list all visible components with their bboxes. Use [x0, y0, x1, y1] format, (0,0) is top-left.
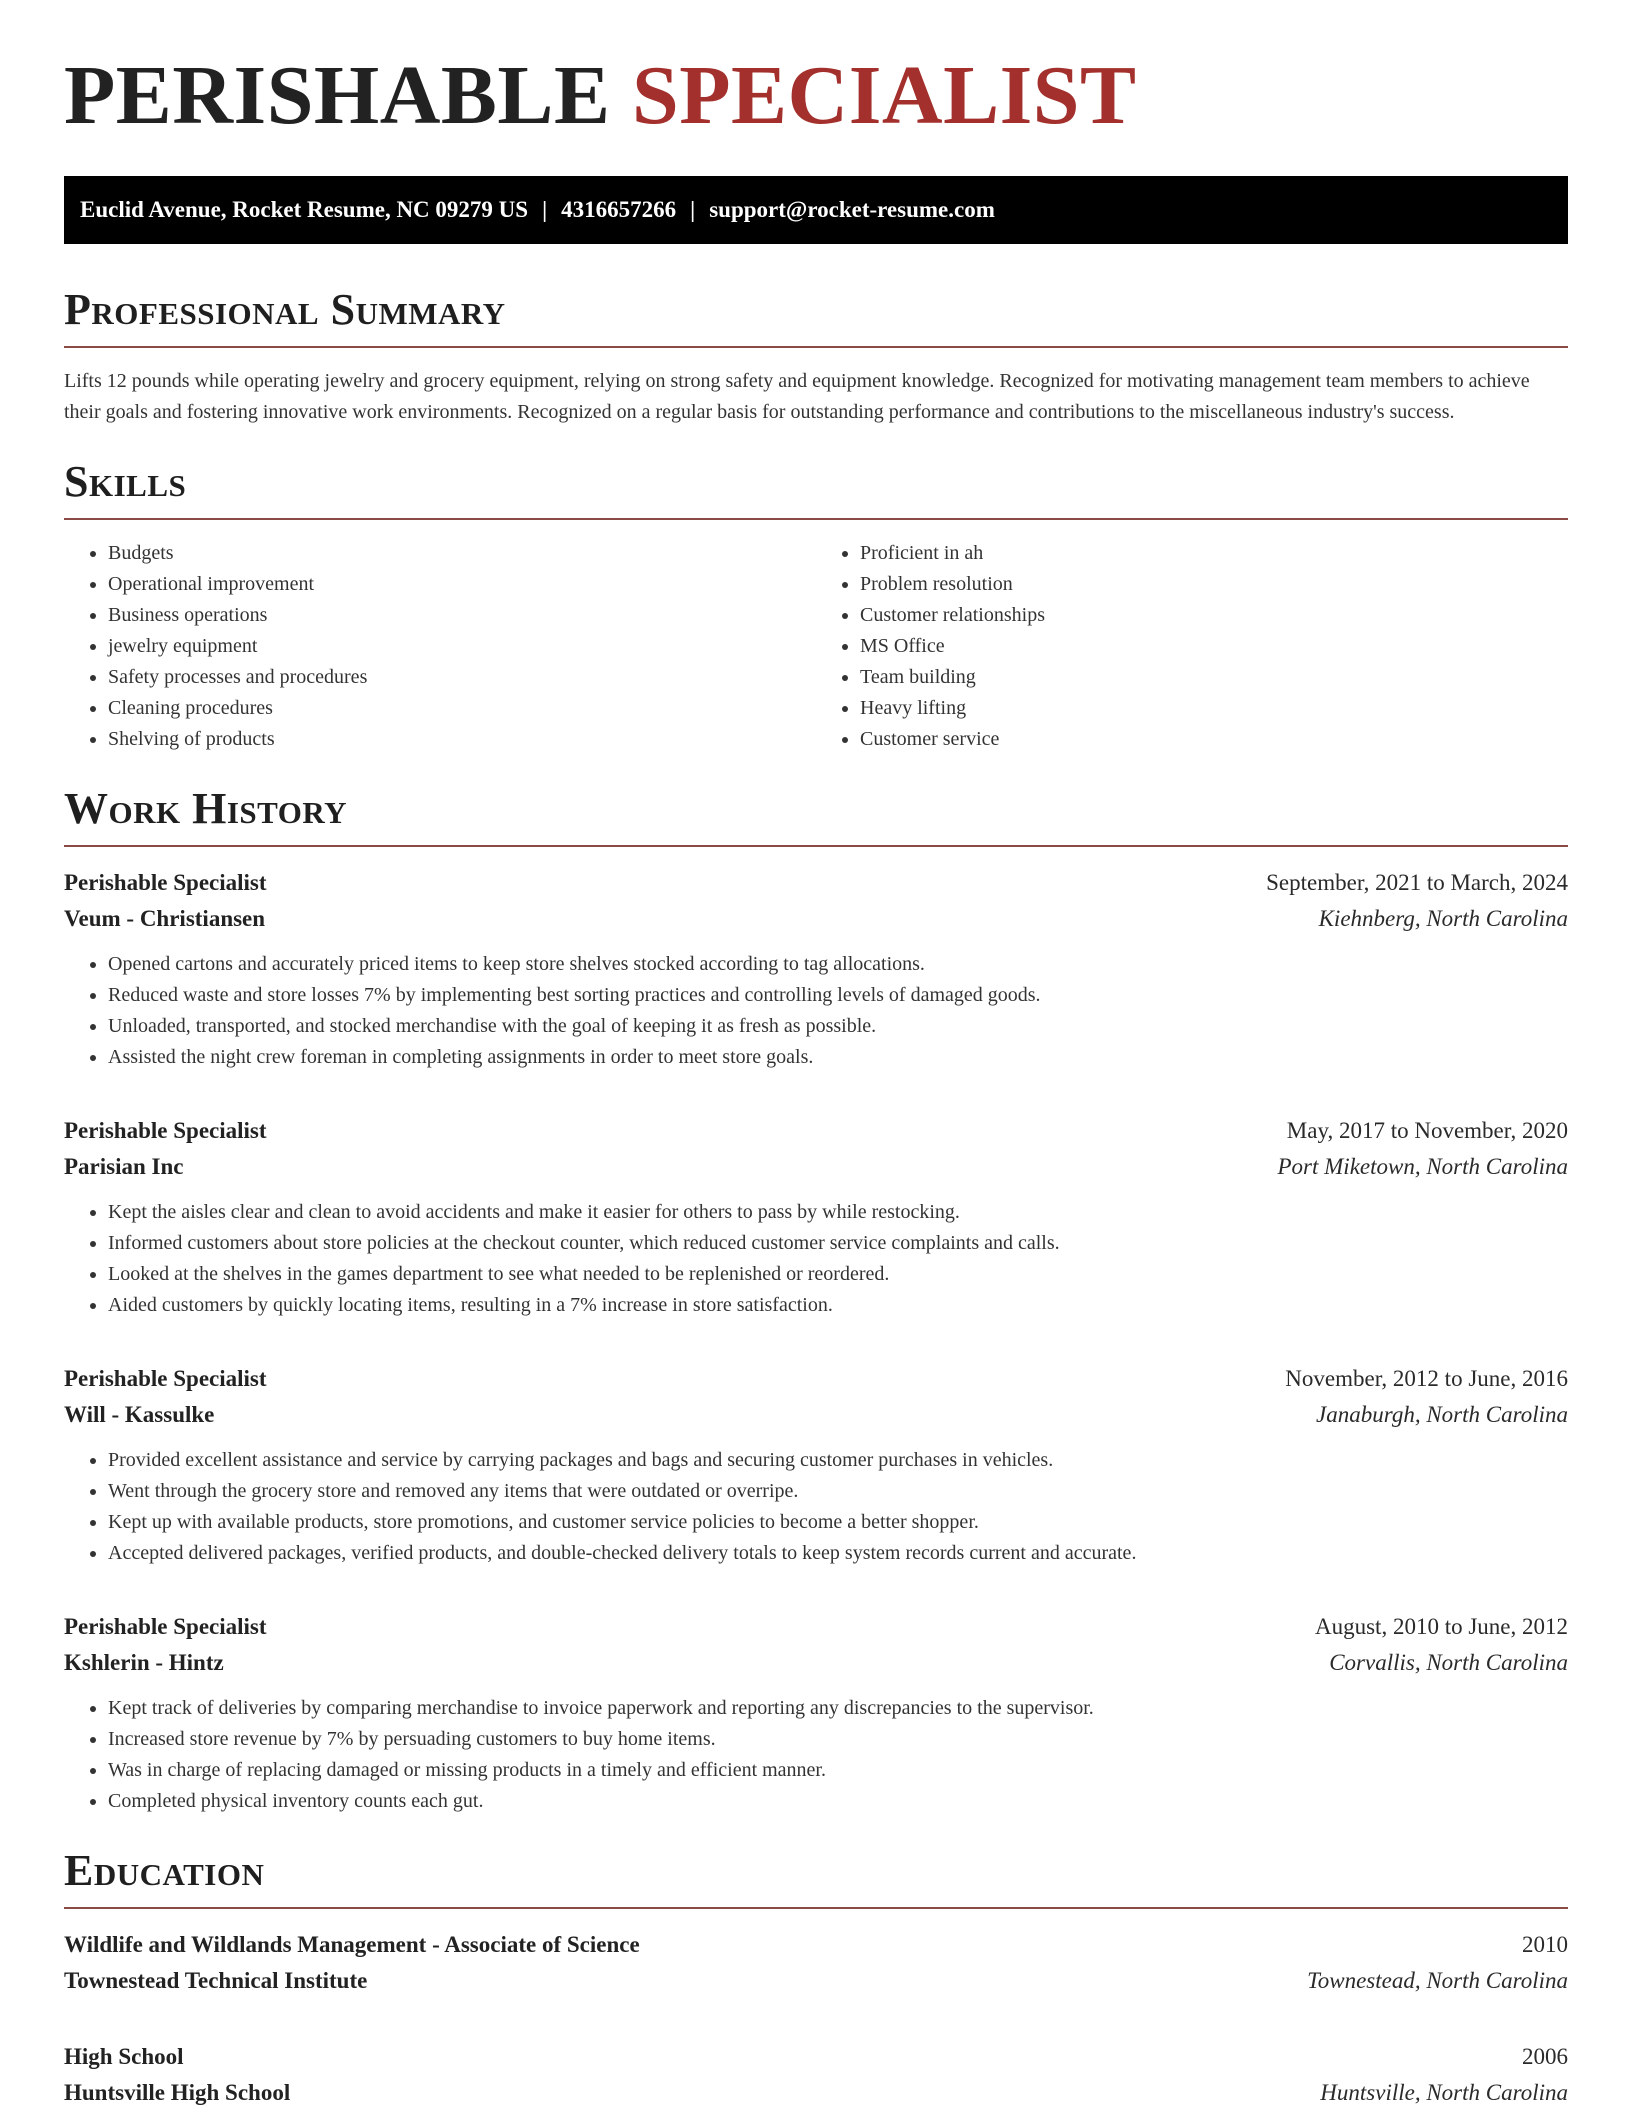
skill-item: • Budgets: [108, 538, 816, 569]
section-divider: [64, 845, 1568, 847]
job-entry: [64, 865, 1568, 1073]
job-company: Will - Kassulke: [64, 1402, 215, 1427]
skill-item: • Shelving of products: [108, 724, 816, 755]
section-divider: [64, 346, 1568, 348]
job-dates: May, 2017 to November, 2020: [1286, 1118, 1568, 1143]
job-bullets: [64, 1197, 1568, 1321]
job-dates: November, 2012 to June, 2016: [1285, 1366, 1568, 1391]
job-bullets: [64, 1693, 1568, 1817]
job-entry: [64, 1361, 1568, 1569]
education-school: Huntsville High School: [64, 2080, 291, 2105]
name-first: PERISHABLE: [64, 49, 611, 142]
job-bullet: • Kept the aisles clear and clean to avoid accidents and make it easier for others to pass by while restocking.: [108, 1197, 1568, 1228]
education-year: 2006: [1522, 2044, 1568, 2069]
section-title-skills: Skills: [64, 457, 187, 506]
name-last: SPECIALIST: [632, 49, 1137, 142]
section-divider: [64, 1907, 1568, 1909]
job-role: Perishable Specialist: [64, 1614, 267, 1639]
job-location: Janaburgh, North Carolina: [1316, 1402, 1568, 1427]
education-location: Townestead, North Carolina: [1307, 1968, 1568, 1993]
skill-item: • Proficient in ah: [860, 538, 1568, 569]
skills-list-left: [64, 538, 816, 755]
education-entry: [64, 1927, 1568, 1999]
education-degree: Wildlife and Wildlands Management - Associate of Science: [64, 1932, 640, 1957]
job-bullet: • Opened cartons and accurately priced items to keep store shelves stocked according to tag allocations.: [108, 949, 1568, 980]
education-year: 2010: [1522, 1932, 1568, 1957]
skill-item: • Business operations: [108, 600, 816, 631]
job-bullet: • Aided customers by quickly locating items, resulting in a 7% increase in store satisfaction.: [108, 1290, 1568, 1321]
section-title-work-history: Work History: [64, 784, 348, 833]
job-bullet: • Completed physical inventory counts each gut.: [108, 1786, 1568, 1817]
job-bullet: • Kept track of deliveries by comparing merchandise to invoice paperwork and reporting any discrepancies to the supervisor.: [108, 1693, 1568, 1724]
contact-separator: |: [690, 197, 696, 222]
skill-item: • Cleaning procedures: [108, 693, 816, 724]
skill-item: • Operational improvement: [108, 569, 816, 600]
job-location: Corvallis, North Carolina: [1329, 1650, 1568, 1675]
skills-columns: [64, 538, 1568, 755]
job-bullet: • Kept up with available products, store promotions, and customer service policies to become a better shopper.: [108, 1507, 1568, 1538]
skill-item: • Safety processes and procedures: [108, 662, 816, 693]
job-role: Perishable Specialist: [64, 870, 267, 895]
job-bullet: • Informed customers about store policies at the checkout counter, which reduced customer service complaints and calls.: [108, 1228, 1568, 1259]
skill-item: • jewelry equipment: [108, 631, 816, 662]
education-section: [64, 1847, 1568, 2111]
skill-item: • Problem resolution: [860, 569, 1568, 600]
contact-phone: 4316657266: [561, 197, 677, 222]
job-bullet: • Looked at the shelves in the games department to see what needed to be replenished or reordered.: [108, 1259, 1568, 1290]
job-bullet: • Reduced waste and store losses 7% by implementing best sorting practices and controlling levels of damaged goods.: [108, 980, 1568, 1011]
job-bullet: • Provided excellent assistance and service by carrying packages and bags and securing customer purchases in vehicles.: [108, 1445, 1568, 1476]
job-bullet: • Accepted delivered packages, verified products, and double-checked delivery totals to keep system records current and accurate.: [108, 1538, 1568, 1569]
work-history-section: [64, 785, 1568, 1817]
job-bullet: • Was in charge of replacing damaged or missing products in a timely and efficient manner.: [108, 1755, 1568, 1786]
job-dates: September, 2021 to March, 2024: [1266, 870, 1568, 895]
section-divider: [64, 518, 1568, 520]
job-bullet: • Went through the grocery store and removed any items that were outdated or overripe.: [108, 1476, 1568, 1507]
skills-section: [64, 458, 1568, 755]
job-role: Perishable Specialist: [64, 1366, 267, 1391]
job-location: Kiehnberg, North Carolina: [1318, 906, 1568, 931]
job-location: Port Miketown, North Carolina: [1277, 1154, 1568, 1179]
skill-item: • Heavy lifting: [860, 693, 1568, 724]
education-location: Huntsville, North Carolina: [1320, 2080, 1568, 2105]
summary-text: Lifts 12 pounds while operating jewelry and grocery equipment, relying on strong safety and equipment knowledge. Recognized for motivating management team members to achieve their goals and fostering innovative work environments. Recognized on a regular basis for outstanding performance and contributions to the miscellaneous industry's success.: [64, 370, 1530, 423]
contact-separator: |: [542, 197, 548, 222]
section-title-summary: Professional Summary: [64, 285, 506, 334]
education-school: Townestead Technical Institute: [64, 1968, 368, 1993]
contact-address: Euclid Avenue, Rocket Resume, NC 09279 US: [80, 197, 529, 222]
education-entry: [64, 2039, 1568, 2111]
job-company: Veum - Christiansen: [64, 906, 266, 931]
job-bullets: [64, 1445, 1568, 1569]
job-company: Kshlerin - Hintz: [64, 1650, 224, 1675]
job-entry: [64, 1609, 1568, 1817]
summary-section: [64, 286, 1568, 428]
section-title-education: Education: [64, 1846, 265, 1895]
job-bullet: • Increased store revenue by 7% by persuading customers to buy home items.: [108, 1724, 1568, 1755]
job-company: Parisian Inc: [64, 1154, 184, 1179]
education-degree: High School: [64, 2044, 184, 2069]
job-bullet: • Unloaded, transported, and stocked merchandise with the goal of keeping it as fresh as possible.: [108, 1011, 1568, 1042]
job-bullet: • Assisted the night crew foreman in completing assignments in order to meet store goals.: [108, 1042, 1568, 1073]
skill-item: • MS Office: [860, 631, 1568, 662]
job-entry: [64, 1113, 1568, 1321]
job-bullets: [64, 949, 1568, 1073]
resume-name: [64, 0, 1568, 142]
skill-item: • Customer relationships: [860, 600, 1568, 631]
job-dates: August, 2010 to June, 2012: [1315, 1614, 1568, 1639]
skills-list-right: [816, 538, 1568, 755]
contact-email[interactable]: support@rocket-resume.com: [709, 197, 995, 222]
skill-item: • Team building: [860, 662, 1568, 693]
job-role: Perishable Specialist: [64, 1118, 267, 1143]
skill-item: • Customer service: [860, 724, 1568, 755]
contact-bar: [64, 176, 1568, 244]
